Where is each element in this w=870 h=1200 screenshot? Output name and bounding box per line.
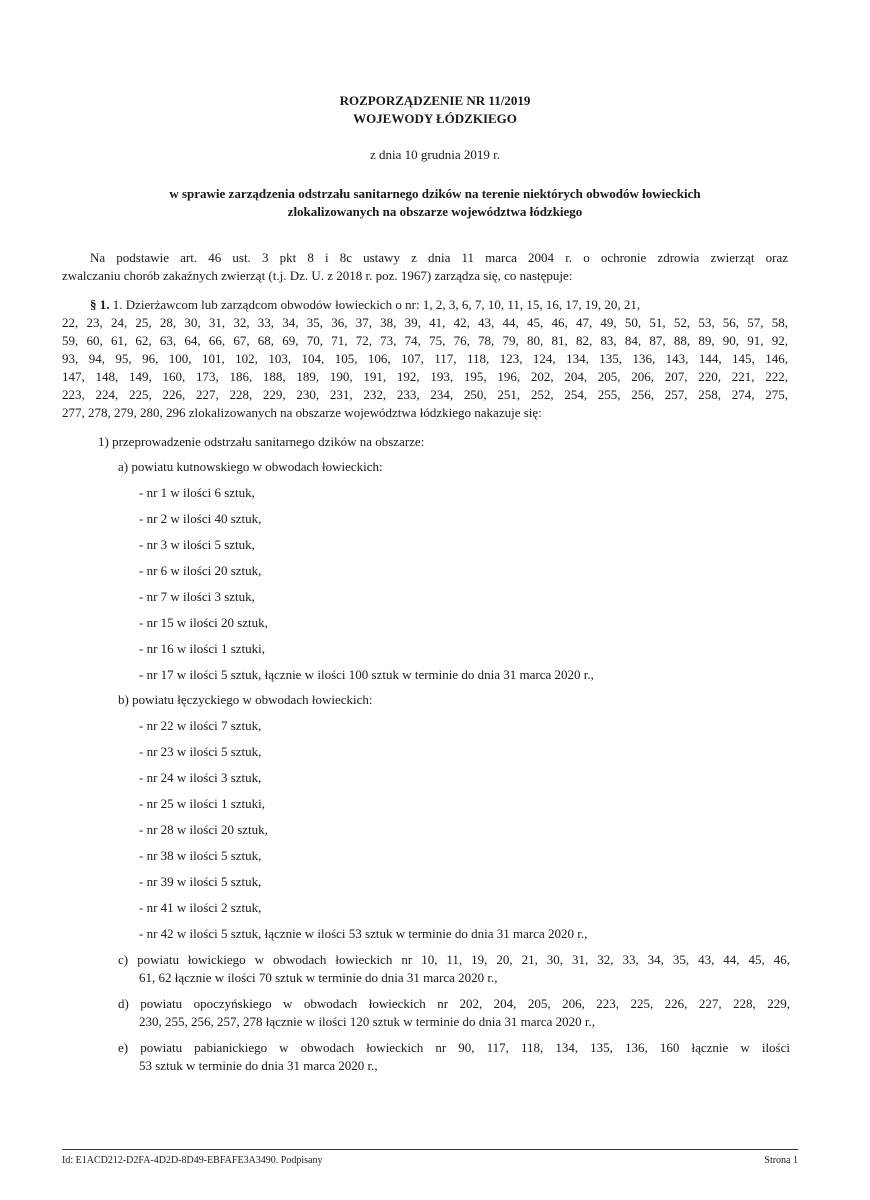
list-item: - nr 38 w ilości 5 sztuk, xyxy=(139,848,262,863)
list-item: - nr 1 w ilości 6 sztuk, xyxy=(139,485,255,500)
sub-e-line-2: 53 sztuk w terminie do dnia 31 marca 2020 r., xyxy=(139,1058,378,1073)
list-item: - nr 24 w ilości 3 sztuk, xyxy=(139,770,262,785)
list-item: - nr 7 w ilości 3 sztuk, xyxy=(139,589,255,604)
section-1-line: 277, 278, 279, 280, 296 zlokalizowanych na obszarze województwa łódzkiego nakazuje się: xyxy=(62,405,542,420)
title-line-1: ROZPORZĄDZENIE NR 11/2019 xyxy=(339,93,531,108)
section-1-line: 22, 23, 24, 25, 28, 30, 31, 32, 33, 34, 35, 36, 37, 38, 39, 41, 42, 43, 44, 45, 46, 47, 49, 50, 51, 52, 53, 56, 57, 58, xyxy=(62,315,788,330)
list-item: - nr 16 w ilości 1 sztuki, xyxy=(139,641,266,656)
list-item: - nr 39 w ilości 5 sztuk, xyxy=(139,874,262,889)
document-id: Id: E1ACD212-D2FA-4D2D-8D49-EBFAFE3A3490. Podpisany xyxy=(62,1155,323,1166)
sub-c-line-2: 61, 62 łącznie w ilości 70 sztuk w terminie do dnia 31 marca 2020 r., xyxy=(139,970,498,985)
section-1-first-line xyxy=(90,297,788,313)
title-line-2: WOJEWODY ŁÓDZKIEGO xyxy=(353,111,517,126)
list-item: - nr 42 w ilości 5 sztuk, łącznie w ilości 53 sztuk w terminie do dnia 31 marca 2020 r., xyxy=(139,926,588,941)
list-item: - nr 28 w ilości 20 sztuk, xyxy=(139,822,268,837)
list-item: - nr 23 w ilości 5 sztuk, xyxy=(139,744,262,759)
page-number: Strona 1 xyxy=(764,1155,798,1166)
sub-d-line-2: 230, 255, 256, 257, 278 łącznie w ilości 120 sztuk w terminie do dnia 31 marca 2020 r., xyxy=(139,1014,595,1029)
list-item: - nr 3 w ilości 5 sztuk, xyxy=(139,537,255,552)
list-item: - nr 22 w ilości 7 sztuk, xyxy=(139,718,262,733)
section-1-line: 147, 148, 149, 160, 173, 186, 188, 189, 190, 191, 192, 193, 195, 196, 202, 204, 205, 206, 207, 220, 221, 222, xyxy=(62,369,788,384)
subject-line-2: zlokalizowanych na obszarze województwa łódzkiego xyxy=(287,204,583,219)
point-1: 1) przeprowadzenie odstrzału sanitarnego dzików na obszarze: xyxy=(98,434,425,449)
subject-line-1: w sprawie zarządzenia odstrzału sanitarnego dzików na terenie niektórych obwodów łowieckich xyxy=(169,186,701,201)
sub-c-line-1: c) powiatu łowickiego w obwodach łowieckich nr 10, 11, 19, 20, 21, 30, 31, 32, 33, 34, 35, 43, 44, 45, 46, xyxy=(118,952,790,967)
list-item: - nr 17 w ilości 5 sztuk, łącznie w ilości 100 sztuk w terminie do dnia 31 marca 2020 r., xyxy=(139,667,594,682)
section-mark: § 1. xyxy=(90,297,110,312)
sub-e-line-1: e) powiatu pabianickiego w obwodach łowieckich nr 90, 117, 118, 134, 135, 136, 160 łącznie w ilości xyxy=(118,1040,790,1055)
sub-a-heading: a) powiatu kutnowskiego w obwodach łowieckich: xyxy=(118,459,383,474)
list-item: - nr 6 w ilości 20 sztuk, xyxy=(139,563,262,578)
list-item: - nr 15 w ilości 20 sztuk, xyxy=(139,615,268,630)
section-1-line: 93, 94, 95, 96, 100, 101, 102, 103, 104, 105, 106, 107, 117, 118, 123, 124, 134, 135, 136, 143, 144, 145, 146, xyxy=(62,351,788,366)
document-date: z dnia 10 grudnia 2019 r. xyxy=(370,147,500,162)
section-1-line: 223, 224, 225, 226, 227, 228, 229, 230, 231, 232, 233, 234, 250, 251, 252, 254, 255, 256, 257, 258, 274, 275, xyxy=(62,387,788,402)
list-item: - nr 2 w ilości 40 sztuk, xyxy=(139,511,262,526)
preamble-line-2: zwalczaniu chorób zakaźnych zwierząt (t.j. Dz. U. z 2018 r. poz. 1967) zarządza się, co następuje: xyxy=(62,268,573,283)
sub-b-heading: b) powiatu łęczyckiego w obwodach łowieckich: xyxy=(118,692,373,707)
list-item: - nr 25 w ilości 1 sztuki, xyxy=(139,796,266,811)
list-item: - nr 41 w ilości 2 sztuk, xyxy=(139,900,262,915)
section-1-line: 59, 60, 61, 62, 63, 64, 66, 67, 68, 69, 70, 71, 72, 73, 74, 75, 76, 78, 79, 80, 81, 82, 83, 84, 87, 88, 89, 90, 91, 92, xyxy=(62,333,788,348)
preamble-line-1: Na podstawie art. 46 ust. 3 pkt 8 i 8c ustawy z dnia 11 marca 2004 r. o ochronie zdrowia zwierząt oraz xyxy=(90,250,788,265)
sub-d-line-1: d) powiatu opoczyńskiego w obwodach łowieckich nr 202, 204, 205, 206, 223, 225, 226, 227, 228, 229, xyxy=(118,996,790,1011)
footer-divider xyxy=(62,1149,798,1150)
section-1-line-1-text: 1. Dzierżawcom lub zarządcom obwodów łowieckich o nr: 1, 2, 3, 6, 7, 10, 11, 15, 16, 17, 19, 20, 21, xyxy=(112,297,641,312)
